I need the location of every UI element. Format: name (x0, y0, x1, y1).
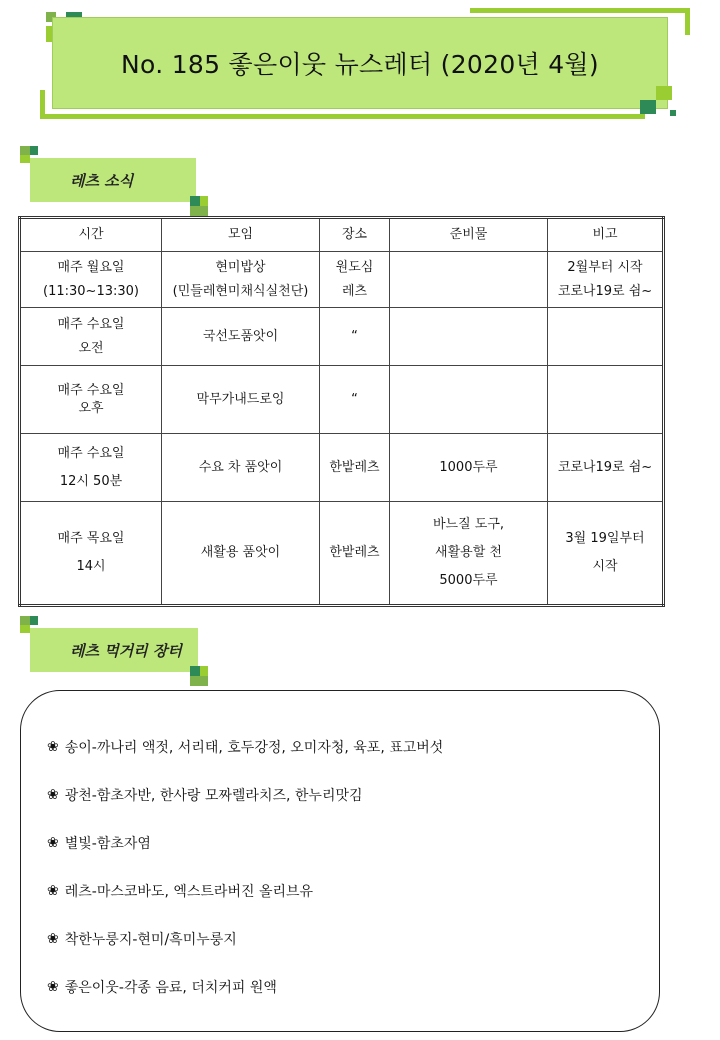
column-header: 준비물 (390, 218, 548, 252)
schedule-table (18, 216, 665, 607)
table-cell: 한밭레츠 (320, 502, 390, 606)
table-cell: “ (320, 308, 390, 366)
table-cell: 바느질 도구, 새활용할 천 5000두루 (390, 502, 548, 606)
list-item (47, 785, 363, 805)
table-cell: 국선도품앗이 (162, 308, 320, 366)
flower-bullet-icon: ❀ (47, 739, 59, 755)
list-item (47, 977, 277, 997)
section-tab-news (30, 158, 196, 202)
flower-bullet-icon: ❀ (47, 883, 59, 899)
section-title: 레츠 소식 (70, 171, 134, 190)
list-item-text: 레츠-마스코바도, 엑스트라버진 올리브유 (64, 884, 314, 900)
column-header: 비고 (548, 218, 664, 252)
table-cell: 3월 19일부터 시작 (548, 502, 664, 606)
list-item (47, 881, 313, 901)
decor-square (190, 206, 208, 216)
table-cell: “ (320, 366, 390, 434)
decor-square (200, 666, 208, 676)
table-cell: 매주 월요일 (11:30~13:30) (20, 252, 162, 308)
table-cell: 매주 수요일 오후 (20, 366, 162, 434)
table-cell: 새활용 품앗이 (162, 502, 320, 606)
table-cell (548, 308, 664, 366)
decor-square (20, 146, 30, 155)
list-item (47, 833, 151, 853)
decor-square (190, 676, 208, 686)
decor-square (656, 86, 672, 100)
table-cell: 한밭레츠 (320, 434, 390, 502)
decor-square (670, 110, 676, 116)
table-cell: 막무가내드로잉 (162, 366, 320, 434)
table-cell (390, 308, 548, 366)
table-cell (390, 252, 548, 308)
list-item-text: 광천-함초자반, 한사랑 모짜렐라치즈, 한누리맛김 (64, 788, 363, 804)
title-banner (52, 17, 668, 109)
table-cell: 수요 차 품앗이 (162, 434, 320, 502)
decor-square (20, 155, 30, 163)
table-cell: 매주 목요일 14시 (20, 502, 162, 606)
table-cell (390, 366, 548, 434)
table-header-row (20, 218, 664, 252)
decor-square (30, 616, 38, 625)
list-item (47, 737, 443, 757)
market-list-box (20, 690, 660, 1032)
decor-square (20, 625, 30, 633)
list-item-text: 착한누룽지-현미/흑미누룽지 (64, 932, 237, 948)
table-cell: 매주 수요일 오전 (20, 308, 162, 366)
flower-bullet-icon: ❀ (47, 835, 59, 851)
table-row (20, 308, 664, 366)
flower-bullet-icon: ❀ (47, 787, 59, 803)
page-title: No. 185 좋은이웃 뉴스레터 (2020년 4월) (121, 50, 599, 79)
table-cell (548, 366, 664, 434)
table-cell: 원도심 레츠 (320, 252, 390, 308)
table-row (20, 252, 664, 308)
list-item-text: 송이-까나리 액젓, 서리태, 호두강정, 오미자청, 육포, 표고버섯 (64, 740, 444, 756)
decor-square (20, 616, 30, 625)
decor-square (190, 666, 200, 676)
decor-square (190, 196, 200, 206)
column-header: 장소 (320, 218, 390, 252)
table-row (20, 502, 664, 606)
table-cell: 현미밥상 (민들레현미채식실천단) (162, 252, 320, 308)
flower-bullet-icon: ❀ (47, 979, 59, 995)
table-row (20, 434, 664, 502)
list-item (47, 929, 237, 949)
table-cell: 코로나19로 쉼~ (548, 434, 664, 502)
list-item-text: 별빛-함초자염 (64, 836, 151, 852)
table-row (20, 366, 664, 434)
table-cell: 2월부터 시작 코로나19로 쉼~ (548, 252, 664, 308)
column-header: 시간 (20, 218, 162, 252)
decor-square (640, 100, 656, 114)
column-header: 모임 (162, 218, 320, 252)
decor-square (200, 196, 208, 206)
table-cell: 매주 수요일 12시 50분 (20, 434, 162, 502)
list-item-text: 좋은이웃-각종 음료, 더치커피 원액 (64, 980, 277, 996)
table-cell: 1000두루 (390, 434, 548, 502)
section-title: 레츠 먹거리 장터 (70, 641, 182, 660)
decor-square (30, 146, 38, 155)
flower-bullet-icon: ❀ (47, 931, 59, 947)
section-tab-market (30, 628, 198, 672)
